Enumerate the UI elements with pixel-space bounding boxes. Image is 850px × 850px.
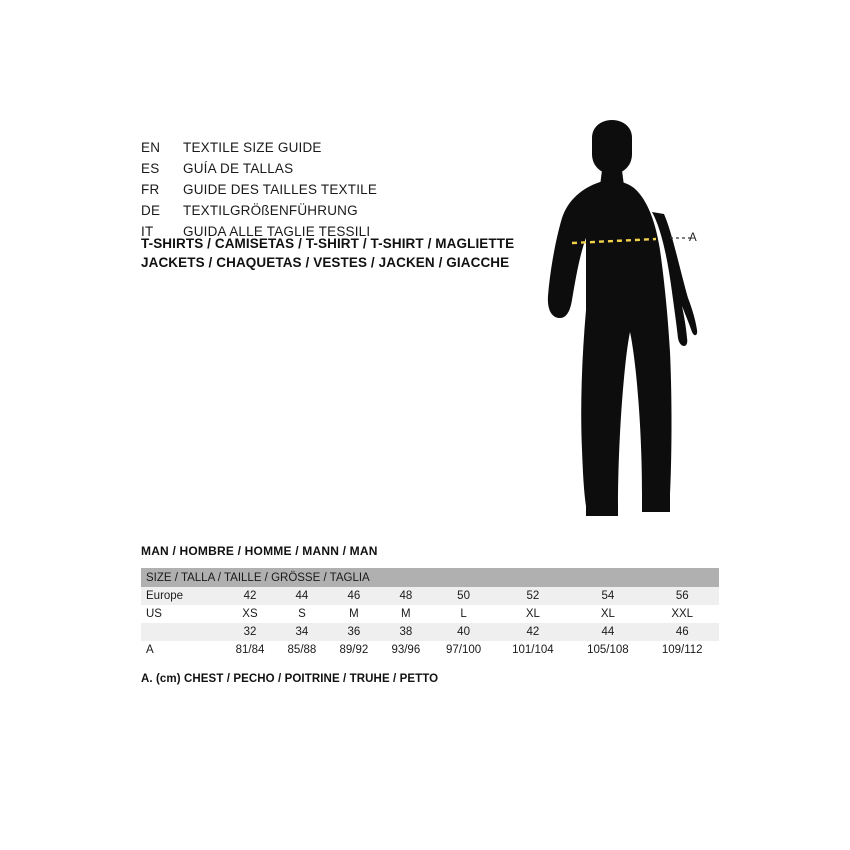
table-title: MAN / HOMBRE / HOMME / MANN / MAN — [141, 544, 378, 558]
row-label: A — [141, 641, 224, 659]
language-code: FR — [141, 182, 160, 197]
table-header-row — [141, 568, 719, 587]
table-cell: 56 — [645, 587, 719, 605]
table-cell: XL — [570, 605, 645, 623]
table-cell: L — [432, 605, 496, 623]
table-header-label: SIZE / TALLA / TAILLE / GRÖSSE / TAGLIA — [141, 568, 719, 587]
table-cell: 52 — [495, 587, 570, 605]
chest-measure-label: A — [689, 232, 698, 244]
table-cell: 46 — [645, 623, 719, 641]
table-cell: 42 — [224, 587, 276, 605]
table-cell: 46 — [328, 587, 380, 605]
table-cell: S — [276, 605, 328, 623]
table-cell: 40 — [432, 623, 496, 641]
row-label: US — [141, 605, 224, 623]
language-list — [141, 140, 561, 245]
table-cell: XXL — [645, 605, 719, 623]
table-cell: 54 — [570, 587, 645, 605]
table-footnote: A. (cm) CHEST / PECHO / POITRINE / TRUHE / PETTO — [141, 673, 439, 685]
male-silhouette-figure — [520, 120, 750, 530]
table-cell: 85/88 — [276, 641, 328, 659]
size-table — [141, 568, 719, 659]
language-title: GUIDE DES TAILLES TEXTILE — [183, 182, 378, 197]
table-cell: 34 — [276, 623, 328, 641]
table-cell: XS — [224, 605, 276, 623]
table-cell: 101/104 — [495, 641, 570, 659]
category-jackets: JACKETS / CHAQUETAS / VESTES / JACKEN / GIACCHE — [141, 255, 510, 270]
table-row — [141, 623, 719, 641]
table-cell: 38 — [380, 623, 432, 641]
table-cell: 93/96 — [380, 641, 432, 659]
language-code: DE — [141, 203, 161, 218]
table-cell: 44 — [276, 587, 328, 605]
table-cell: 89/92 — [328, 641, 380, 659]
language-title: TEXTILE SIZE GUIDE — [183, 140, 322, 155]
row-label: Europe — [141, 587, 224, 605]
silhouette-svg — [520, 120, 750, 530]
language-title: GUIDA ALLE TAGLIE TESSILI — [183, 224, 371, 239]
table-cell: 50 — [432, 587, 496, 605]
language-row — [141, 203, 561, 224]
language-row — [141, 140, 561, 161]
table-cell: 44 — [570, 623, 645, 641]
language-row — [141, 161, 561, 182]
table-cell: M — [328, 605, 380, 623]
category-tshirts: T-SHIRTS / CAMISETAS / T-SHIRT / T-SHIRT / MAGLIETTE — [141, 236, 515, 251]
table-cell: 32 — [224, 623, 276, 641]
language-code: EN — [141, 140, 161, 155]
table-cell: 36 — [328, 623, 380, 641]
table-cell: 105/108 — [570, 641, 645, 659]
language-title: TEXTILGRÖßENFÜHRUNG — [183, 203, 358, 218]
language-row — [141, 182, 561, 203]
table-cell: 97/100 — [432, 641, 496, 659]
table-cell: 42 — [495, 623, 570, 641]
table-row — [141, 641, 719, 659]
row-label — [141, 623, 224, 641]
table-row — [141, 605, 719, 623]
table-cell: XL — [495, 605, 570, 623]
table-cell: M — [380, 605, 432, 623]
table-row — [141, 587, 719, 605]
table-cell: 109/112 — [645, 641, 719, 659]
language-title: GUÍA DE TALLAS — [183, 161, 294, 176]
language-code: ES — [141, 161, 160, 176]
language-code: IT — [141, 224, 154, 239]
table-cell: 81/84 — [224, 641, 276, 659]
table-cell: 48 — [380, 587, 432, 605]
